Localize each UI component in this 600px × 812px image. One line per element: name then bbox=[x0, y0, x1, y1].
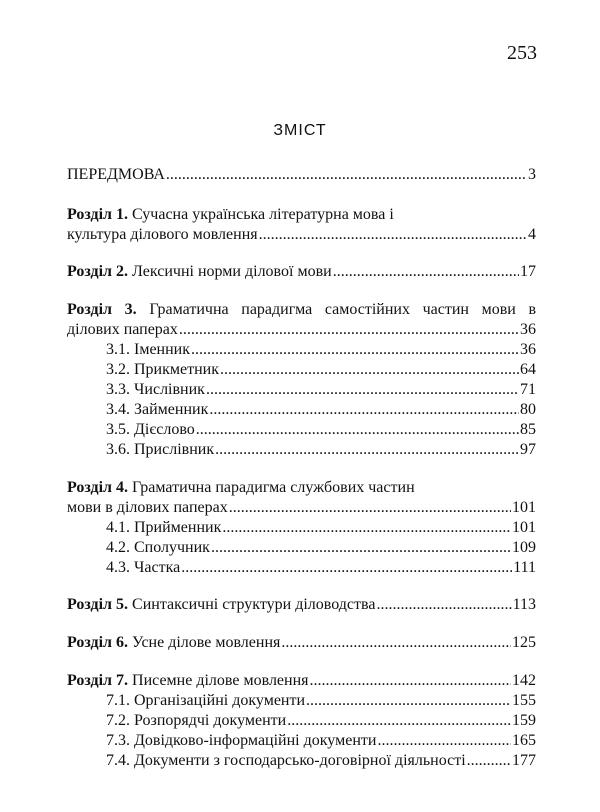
toc-section-1-line1 bbox=[67, 205, 394, 225]
section-title: Сучасна українська літературна мова і bbox=[132, 206, 394, 223]
toc-entry-page: 113 bbox=[512, 596, 536, 613]
section-title: Писемне ділове мовлення bbox=[132, 672, 309, 689]
subentry-page: 85 bbox=[520, 421, 536, 438]
toc-section-1-line2 bbox=[67, 225, 536, 245]
leader-dots bbox=[211, 538, 511, 558]
toc-entry-page: 3 bbox=[528, 166, 536, 183]
leader-dots bbox=[306, 691, 511, 711]
leader-dots bbox=[333, 262, 519, 282]
leader-dots bbox=[310, 671, 511, 691]
section-title: Лексичні норми ділової мови bbox=[132, 263, 332, 280]
leader-dots bbox=[377, 731, 511, 751]
subentry-page: 101 bbox=[512, 519, 536, 536]
toc-subentry bbox=[106, 360, 536, 380]
toc-entry-preface bbox=[67, 165, 536, 185]
section-title-cont: культура ділового мовлення bbox=[67, 226, 258, 243]
leader-dots bbox=[215, 440, 519, 460]
toc-subentry bbox=[106, 751, 536, 771]
subentry-page: 155 bbox=[512, 692, 536, 709]
toc-subentry bbox=[106, 400, 536, 420]
toc-subentry bbox=[106, 518, 536, 538]
subentry-title: 4.1. Прийменник bbox=[106, 519, 222, 536]
toc-title: ЗМІСТ bbox=[273, 122, 327, 139]
toc-entry-title: ПЕРЕДМОВА bbox=[67, 166, 165, 183]
leader-dots bbox=[206, 380, 519, 400]
toc-entry-page: 36 bbox=[520, 321, 536, 338]
toc-section-3-line1 bbox=[67, 300, 536, 320]
subentry-page: 177 bbox=[512, 752, 536, 769]
leader-dots bbox=[222, 518, 511, 538]
subentry-title: 7.4. Документи з господарсько-договірної діяльності bbox=[106, 752, 466, 769]
subentry-page: 64 bbox=[520, 361, 536, 378]
toc-subentry bbox=[106, 711, 536, 731]
leader-dots bbox=[259, 225, 527, 245]
toc-subentry bbox=[106, 558, 536, 578]
leader-dots bbox=[191, 340, 519, 360]
leader-dots bbox=[229, 498, 511, 518]
toc-entry-page: 125 bbox=[512, 634, 536, 651]
subentry-title: 3.4. Займенник bbox=[106, 401, 209, 418]
subentry-page: 36 bbox=[520, 341, 536, 358]
toc-section-5 bbox=[67, 595, 536, 615]
toc-subentry bbox=[106, 731, 536, 751]
toc-section-6 bbox=[67, 633, 536, 653]
section-label: Розділ 3. bbox=[67, 301, 137, 318]
subentry-page: 159 bbox=[512, 712, 536, 729]
toc-section-7 bbox=[67, 671, 536, 691]
section-label: Розділ 2. bbox=[67, 263, 129, 280]
toc-section-4-line2 bbox=[67, 498, 536, 518]
toc-section-2 bbox=[67, 262, 536, 282]
subentry-page: 80 bbox=[520, 401, 536, 418]
subentry-title: 3.3. Числівник bbox=[106, 381, 205, 398]
subentry-page: 165 bbox=[512, 732, 536, 749]
section-title-cont: ділових паперах bbox=[67, 321, 178, 338]
subentry-title: 3.1. Іменник bbox=[106, 341, 191, 358]
section-label: Розділ 6. bbox=[67, 634, 129, 651]
subentry-title: 3.2. Прикметник bbox=[106, 361, 220, 378]
leader-dots bbox=[287, 711, 511, 731]
toc-entry-page: 142 bbox=[512, 672, 536, 689]
subentry-title: 3.5. Дієслово bbox=[106, 421, 195, 438]
leader-dots bbox=[196, 420, 519, 440]
leader-dots bbox=[376, 595, 511, 615]
toc-subentry bbox=[106, 340, 536, 360]
toc-subentry bbox=[106, 440, 536, 460]
subentry-title: 3.6. Прислівник bbox=[106, 441, 215, 458]
subentry-title: 7.1. Організаційні документи bbox=[106, 692, 306, 709]
toc-subentry bbox=[106, 420, 536, 440]
section-title: Граматична парадигма службових частин bbox=[132, 479, 415, 496]
leader-dots bbox=[467, 751, 511, 771]
toc-section-3-line2 bbox=[67, 320, 536, 340]
section-title: Граматична парадигма самостійних частин мови в bbox=[149, 301, 537, 318]
section-title: Синтаксичні структури діловодства bbox=[132, 596, 376, 613]
section-title-cont: мови в ділових паперах bbox=[67, 499, 228, 516]
subentry-page: 109 bbox=[512, 539, 536, 556]
subentry-title: 7.2. Розпорядчі документи bbox=[106, 712, 287, 729]
section-label: Розділ 7. bbox=[67, 672, 129, 689]
section-title: Усне ділове мовлення bbox=[132, 634, 281, 651]
section-label: Розділ 5. bbox=[67, 596, 129, 613]
subentry-title: 4.2. Сполучник bbox=[106, 539, 210, 556]
toc-entry-page: 101 bbox=[512, 499, 536, 516]
toc-subentry bbox=[106, 380, 536, 400]
toc-subentry bbox=[106, 691, 536, 711]
section-label: Розділ 1. bbox=[67, 206, 129, 223]
subentry-title: 4.3. Частка bbox=[106, 559, 181, 576]
leader-dots bbox=[179, 320, 519, 340]
subentry-title: 7.3. Довідково-інформаційні документи bbox=[106, 732, 377, 749]
leader-dots bbox=[209, 400, 519, 420]
toc-entry-page: 4 bbox=[528, 226, 536, 243]
section-label: Розділ 4. bbox=[67, 479, 129, 496]
toc-section-4-line1 bbox=[67, 478, 415, 498]
leader-dots bbox=[281, 633, 511, 653]
toc-entry-page: 17 bbox=[520, 263, 536, 280]
leader-dots bbox=[166, 165, 527, 185]
subentry-page: 111 bbox=[513, 559, 536, 576]
leader-dots bbox=[181, 558, 512, 578]
toc-subentry bbox=[106, 538, 536, 558]
leader-dots bbox=[220, 360, 519, 380]
page-number: 253 bbox=[507, 42, 537, 64]
subentry-page: 71 bbox=[520, 381, 536, 398]
subentry-page: 97 bbox=[520, 441, 536, 458]
